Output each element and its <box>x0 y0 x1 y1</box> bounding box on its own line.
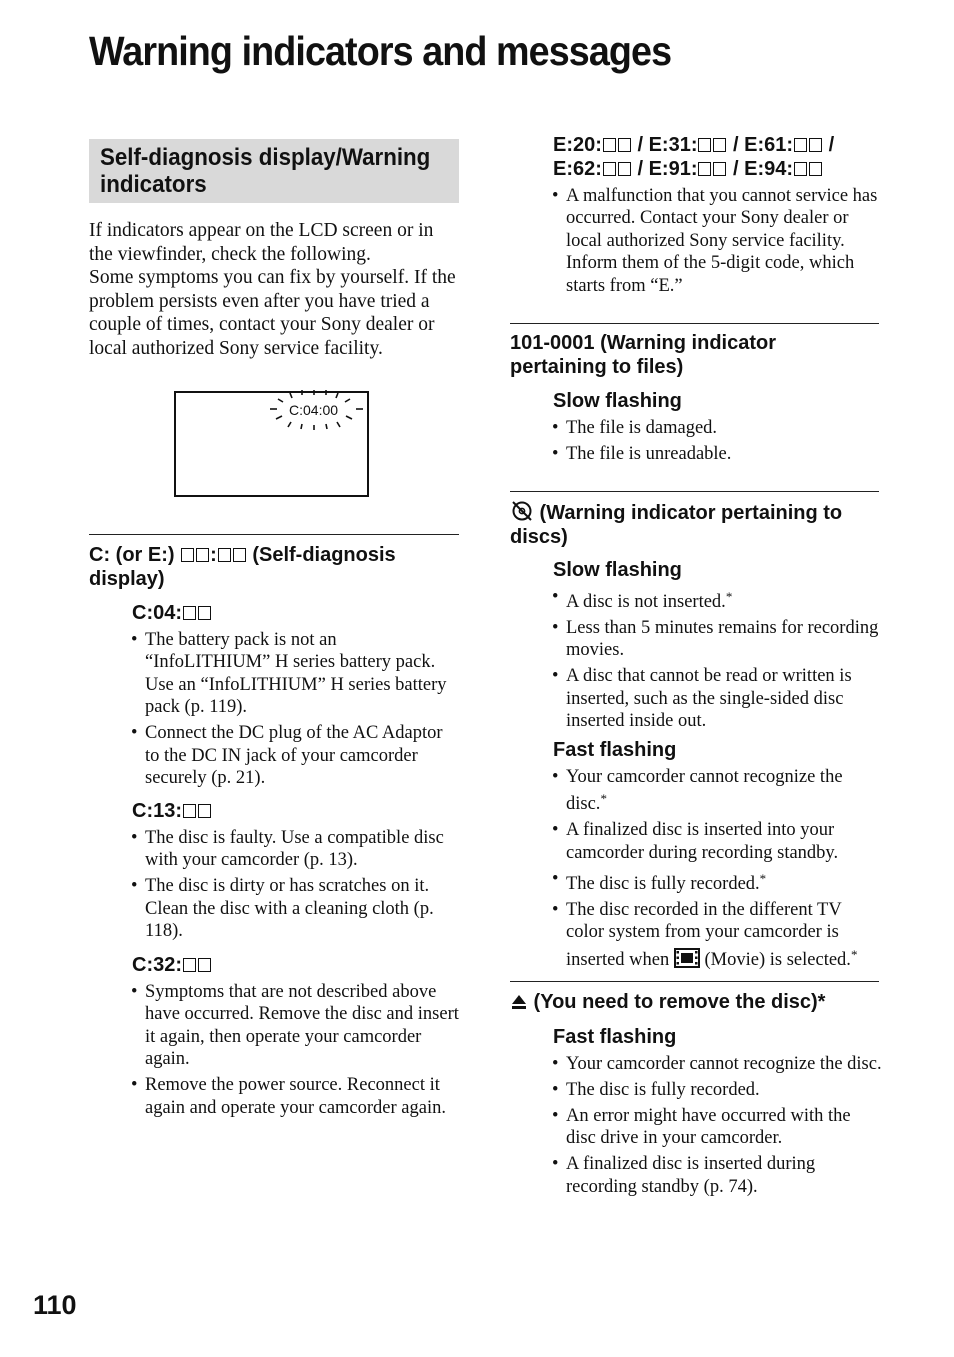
list-item: • Less than 5 minutes remains for recording movies. <box>552 617 882 662</box>
list-item: • The file is damaged. <box>552 417 882 439</box>
files-slow-flashing-heading: Slow flashing <box>553 390 682 412</box>
code-c13-heading: C:13: <box>132 799 212 823</box>
discs-slow-list <box>552 586 882 736</box>
list-item: • The disc is dirty or has scratches on it. Clean the disc with a cleaning cloth (p. 118). <box>131 875 461 942</box>
list-item: • An error might have occurred with the disc drive in your camcorder. <box>552 1105 882 1150</box>
list-item: • A finalized disc is inserted during recording standby (p. 74). <box>552 1153 882 1198</box>
list-item: • The file is unreadable. <box>552 443 882 465</box>
remove-fast-list <box>552 1053 882 1202</box>
list-item: • A malfunction that you cannot service has occurred. Contact your Sony dealer or local authorized Sony service facility. Inform them of the 5-digit code, which starts from “E.” <box>552 185 882 297</box>
discs-fast-list <box>552 766 882 975</box>
section-heading-banner <box>89 139 459 203</box>
divider <box>89 534 459 535</box>
eject-icon <box>510 993 528 1011</box>
discs-warning-heading: (Warning indicator pertaining to discs) <box>510 502 843 548</box>
list-item: • Your camcorder cannot recognize the disc.* <box>552 766 882 816</box>
code-c32-heading: C:32: <box>132 953 212 977</box>
list-item: • The battery pack is not an “InfoLITHIUM” H series battery pack. Use an “InfoLITHIUM” H series battery pack (p. 119). <box>131 629 461 719</box>
list-item: • Remove the power source. Reconnect it again and operate your camcorder again. <box>131 1074 461 1119</box>
self-diagnosis-heading: C: (or E:) : (Self-diagnosis display) <box>89 544 396 590</box>
list-item: • The disc is faulty. Use a compatible disc with your camcorder (p. 13). <box>131 827 461 872</box>
e-codes-heading: E:20: / E:31: / E:61: / E:62: / E:91: / E:94: <box>553 134 835 180</box>
list-item: • Your camcorder cannot recognize the disc. <box>552 1053 882 1075</box>
code-c04-list <box>131 629 461 793</box>
code-c13-list <box>131 827 461 946</box>
remove-disc-heading: (You need to remove the disc)* <box>510 990 880 1014</box>
list-item: • The disc is fully recorded.* <box>552 868 882 895</box>
page-title: Warning indicators and messages <box>89 28 672 74</box>
divider <box>510 323 879 324</box>
list-item: • A disc that cannot be read or written is inserted, such as the single-sided disc inserted inside out. <box>552 665 882 732</box>
e-codes-list <box>552 185 882 301</box>
discs-fast-flashing-heading: Fast flashing <box>553 739 677 761</box>
divider <box>510 491 879 492</box>
list-item: • A finalized disc is inserted into your camcorder during recording standby. <box>552 819 882 864</box>
discs-slow-flashing-heading: Slow flashing <box>553 559 682 581</box>
remove-fast-flashing-heading: Fast flashing <box>553 1026 677 1048</box>
page-number: 110 <box>33 1290 77 1320</box>
intro-text <box>89 219 461 361</box>
intro-paragraph-2: Some symptoms you can fix by yourself. If the problem persists even after you have tried a couple of times, contact your Sony dealer or local authorized Sony service facility. <box>89 267 456 359</box>
lcd-error-code: C:04:00 <box>289 402 339 418</box>
list-item: • The disc recorded in the different TV color system from your camcorder is inserted when (Movie) is selected.* <box>552 899 882 971</box>
disc-warning-icon <box>510 500 534 522</box>
code-c32-list <box>131 981 461 1123</box>
list-item: • The disc is fully recorded. <box>552 1079 882 1101</box>
movie-film-icon <box>674 948 700 968</box>
divider <box>510 981 879 982</box>
files-warning-heading: 101-0001 (Warning indicator pertaining to files) <box>510 332 776 378</box>
section-title-line2: indicators <box>100 171 207 198</box>
intro-paragraph-1: If indicators appear on the LCD screen or in the viewfinder, check the following. <box>89 220 434 265</box>
code-c04-heading: C:04: <box>132 601 212 625</box>
section-title-line1: Self-diagnosis display/Warning <box>100 144 431 171</box>
files-slow-list <box>552 417 882 469</box>
list-item: • Symptoms that are not described above have occurred. Remove the disc and insert it again, then operate your camcorder again. <box>131 981 461 1071</box>
list-item: • A disc is not inserted.* <box>552 586 882 613</box>
list-item: • Connect the DC plug of the AC Adaptor to the DC IN jack of your camcorder securely (p. 21). <box>131 722 461 789</box>
lcd-screen-illustration <box>174 391 369 497</box>
